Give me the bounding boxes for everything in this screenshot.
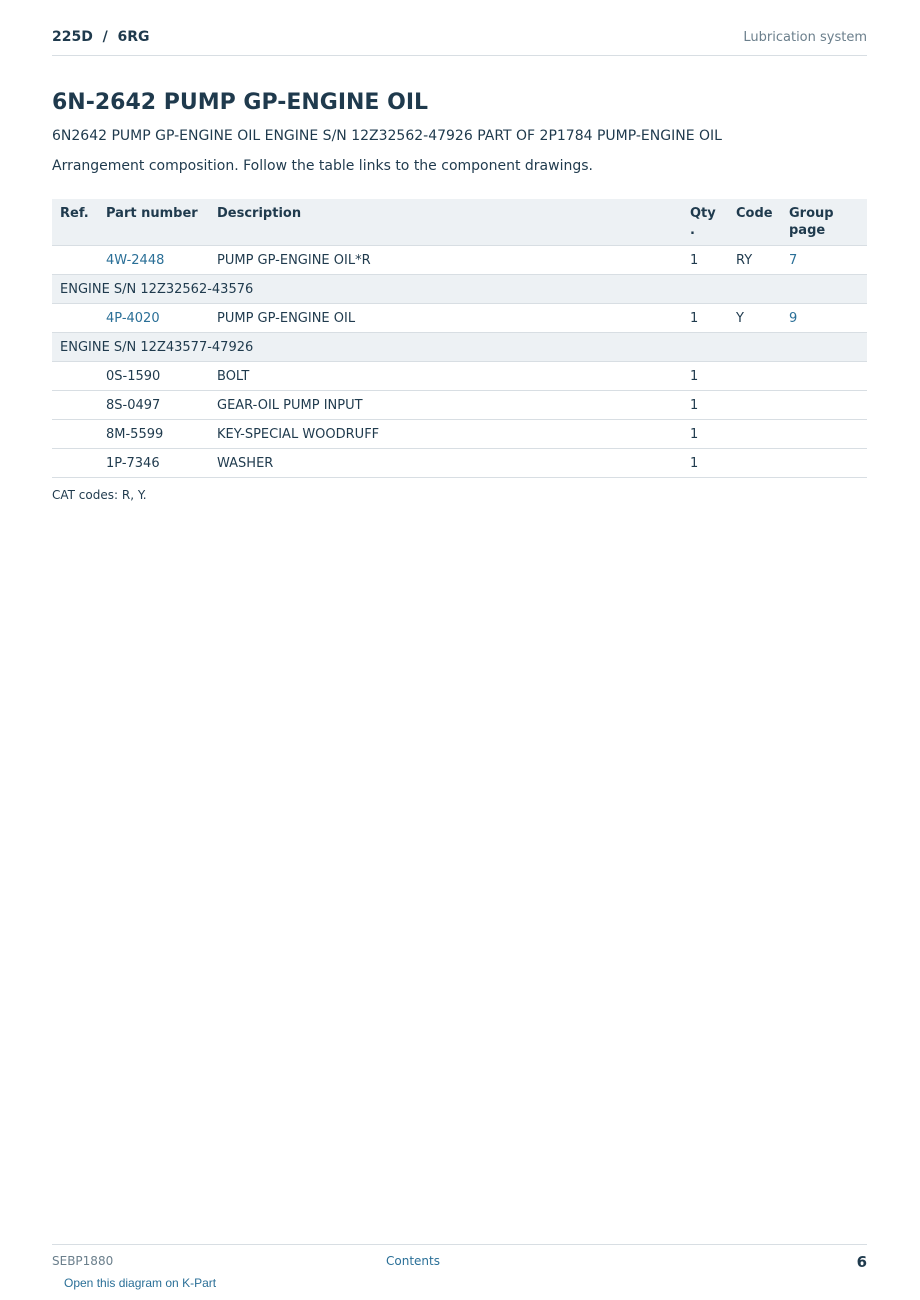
cell-ref <box>52 362 98 391</box>
part-number-link[interactable]: 4W-2448 <box>98 246 209 275</box>
cell-part-number: 1P-7346 <box>98 449 209 478</box>
cell-qty: 1 <box>682 362 728 391</box>
cell-description: KEY-SPECIAL WOODRUFF <box>209 420 682 449</box>
cell-description: BOLT <box>209 362 682 391</box>
table-row <box>52 304 867 333</box>
table-row <box>52 246 867 275</box>
col-header-ref: Ref. <box>52 199 98 246</box>
table-header-row <box>52 199 867 246</box>
cell-group-page <box>781 362 867 391</box>
cell-part-number: 8S-0497 <box>98 391 209 420</box>
table-row <box>52 449 867 478</box>
cell-qty: 1 <box>682 391 728 420</box>
cell-code: RY <box>728 246 781 275</box>
cell-code <box>728 420 781 449</box>
cell-ref <box>52 391 98 420</box>
part-number-link[interactable]: 4P-4020 <box>98 304 209 333</box>
cat-codes-note: CAT codes: R, Y. <box>52 488 147 502</box>
page-header <box>52 28 867 56</box>
table-row <box>52 362 867 391</box>
document-code: SEBP1880 <box>52 1254 114 1268</box>
page-footer <box>52 1244 867 1275</box>
cell-code <box>728 391 781 420</box>
group-page-link[interactable]: 7 <box>781 246 867 275</box>
col-header-part-number: Part number <box>98 199 209 246</box>
section-label: Lubrication system <box>743 30 867 45</box>
intro-text: Arrangement composition. Follow the table links to the component drawings. <box>52 158 593 174</box>
table-row <box>52 420 867 449</box>
model-label: 225D / 6RG <box>52 29 150 45</box>
serial-group-row <box>52 333 867 362</box>
cell-group-page <box>781 420 867 449</box>
col-header-code: Code <box>728 199 781 246</box>
cell-code <box>728 449 781 478</box>
cell-code: Y <box>728 304 781 333</box>
page-subtitle: 6N2642 PUMP GP-ENGINE OIL ENGINE S/N 12Z32562-47926 PART OF 2P1784 PUMP-ENGINE OIL <box>52 128 722 144</box>
cell-part-number: 0S-1590 <box>98 362 209 391</box>
cell-group-page <box>781 391 867 420</box>
cell-qty: 1 <box>682 449 728 478</box>
cell-part-number: 8M-5599 <box>98 420 209 449</box>
cell-ref <box>52 304 98 333</box>
kpart-link[interactable]: Open this diagram on K-Part <box>64 1276 217 1290</box>
cell-qty: 1 <box>682 246 728 275</box>
cell-qty: 1 <box>682 304 728 333</box>
page-number: 6 <box>856 1253 867 1271</box>
col-header-description: Description <box>209 199 682 246</box>
cell-description: PUMP GP-ENGINE OIL*R <box>209 246 682 275</box>
cell-ref <box>52 449 98 478</box>
cell-code <box>728 362 781 391</box>
cell-description: GEAR-OIL PUMP INPUT <box>209 391 682 420</box>
serial-group-label: ENGINE S/N 12Z32562-43576 <box>52 275 867 304</box>
serial-group-row <box>52 275 867 304</box>
parts-table <box>52 199 867 478</box>
table-row <box>52 391 867 420</box>
page-title: 6N-2642 PUMP GP-ENGINE OIL <box>52 90 429 115</box>
group-page-link[interactable]: 9 <box>781 304 867 333</box>
cell-ref <box>52 246 98 275</box>
cell-ref <box>52 420 98 449</box>
cell-description: WASHER <box>209 449 682 478</box>
col-header-qty: Qty . <box>682 199 728 246</box>
cell-group-page <box>781 449 867 478</box>
cell-description: PUMP GP-ENGINE OIL <box>209 304 682 333</box>
serial-group-label: ENGINE S/N 12Z43577-47926 <box>52 333 867 362</box>
contents-link[interactable]: Contents <box>386 1254 440 1268</box>
cell-qty: 1 <box>682 420 728 449</box>
col-header-group-page: Group page <box>781 199 867 246</box>
